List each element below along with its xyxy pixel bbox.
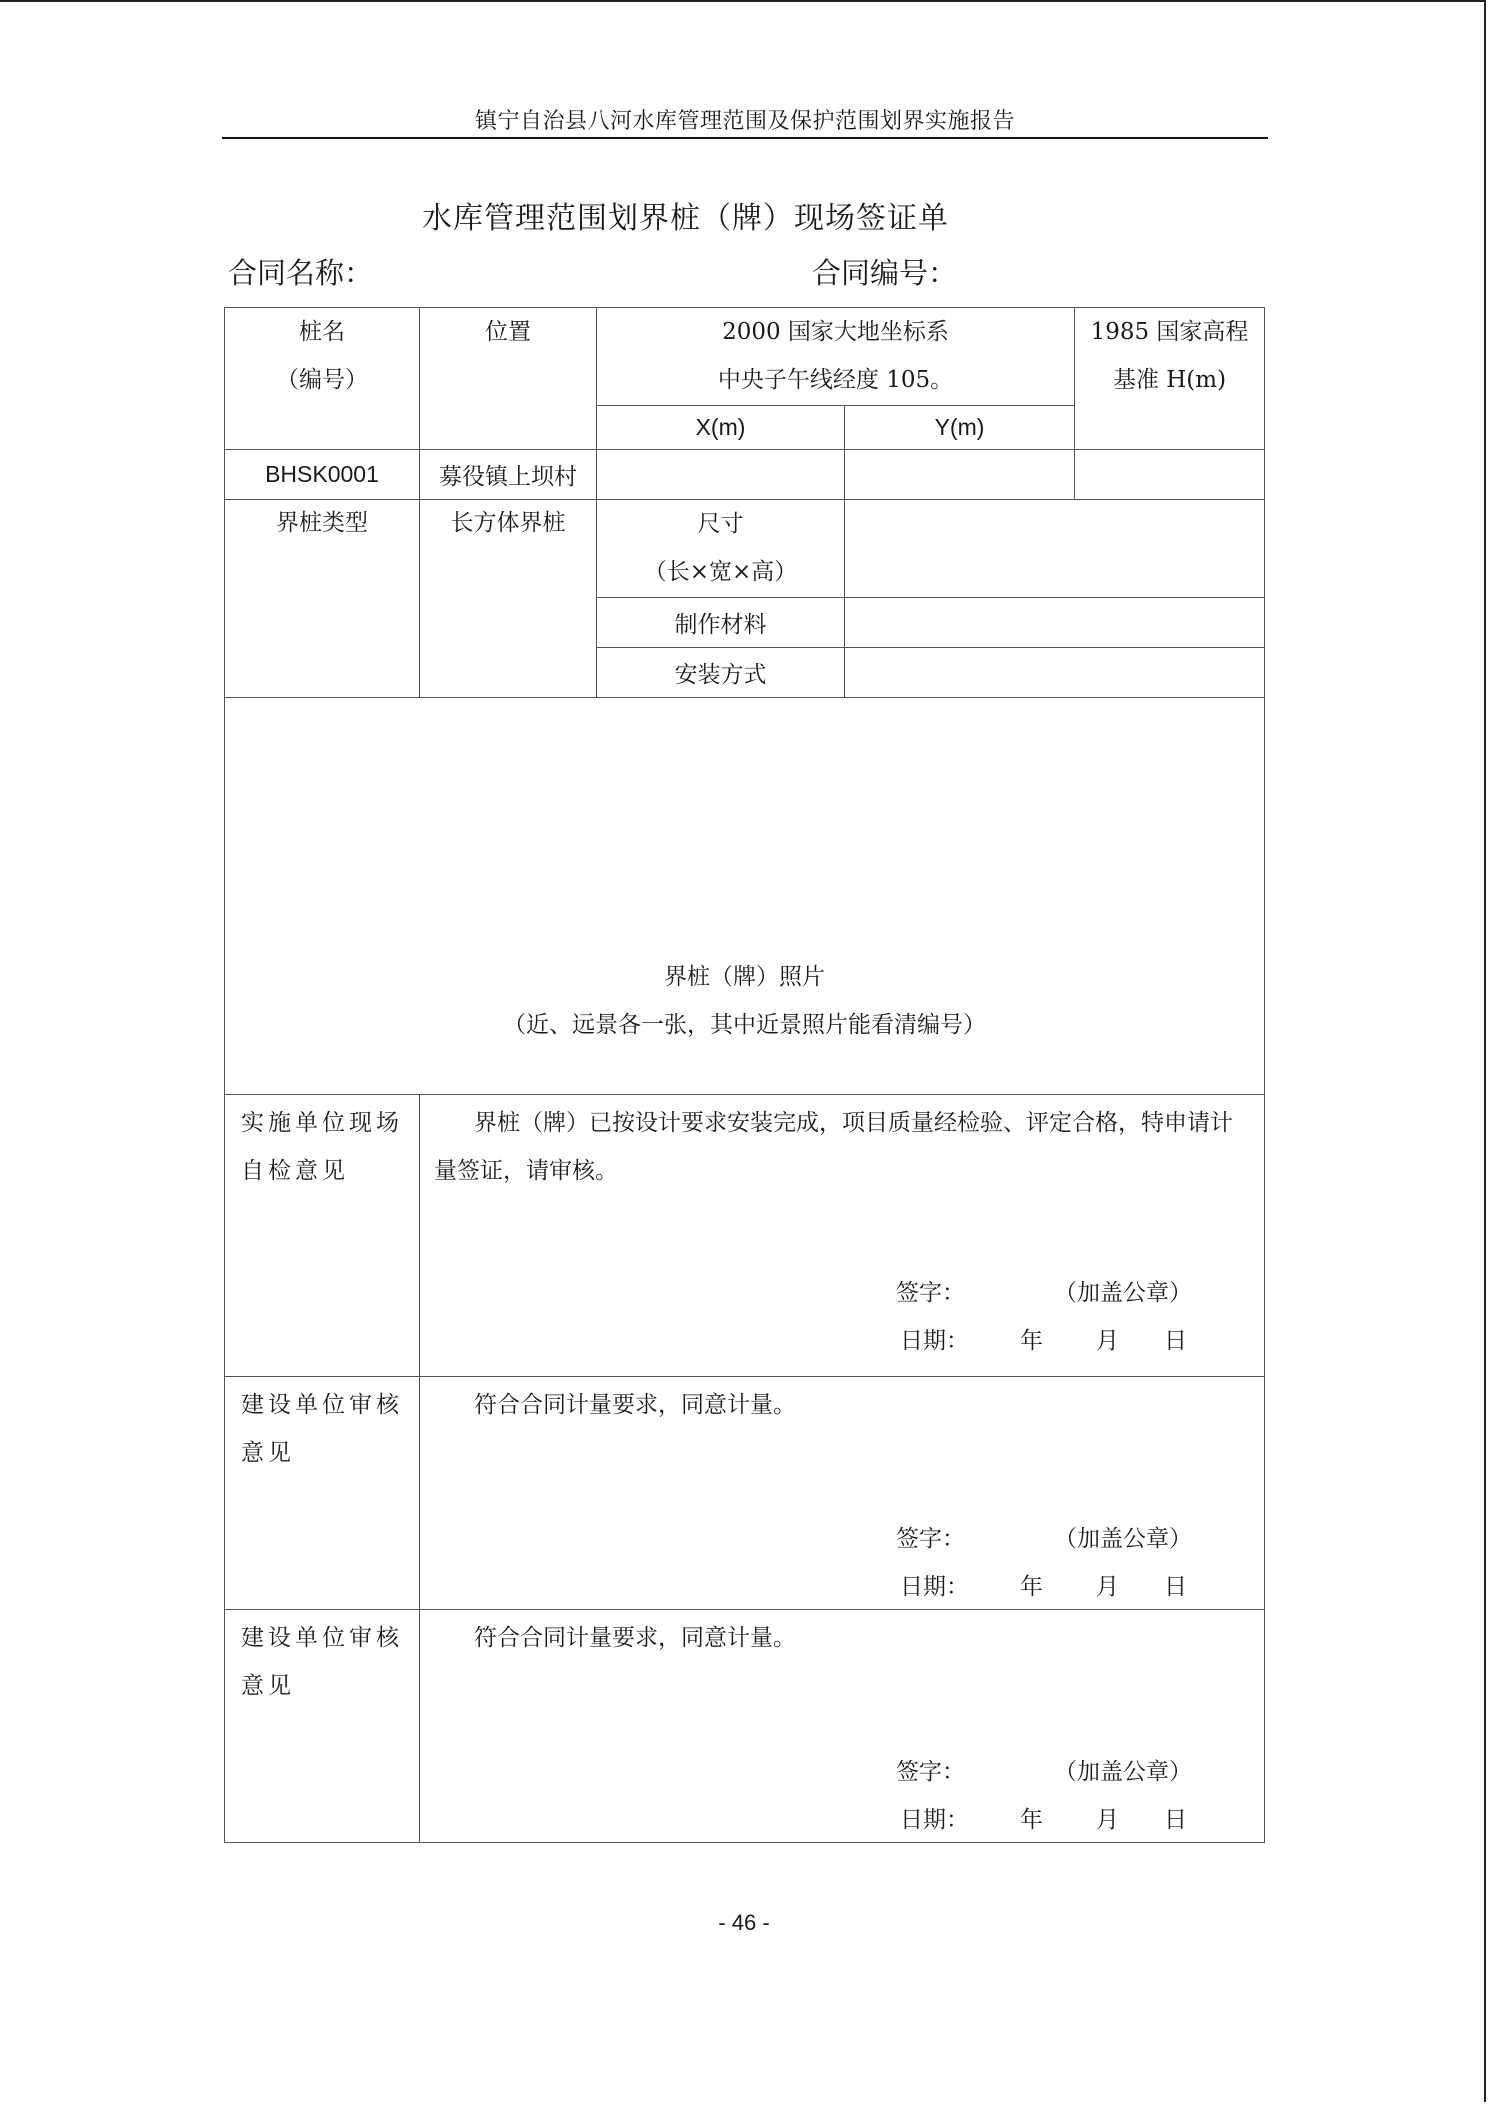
size-label-line2: （长×宽×高）: [643, 559, 798, 585]
stake-y-cell[interactable]: [845, 450, 1075, 500]
material-value-cell[interactable]: [845, 598, 1265, 648]
date-month: 月: [1096, 1807, 1119, 1833]
header-stake-name-line2: （编号）: [276, 367, 368, 393]
seal-note: （加盖公章）: [1054, 1759, 1192, 1785]
form-title: 水库管理范围划界桩（牌）现场签证单: [422, 201, 949, 236]
header-position: [420, 308, 597, 450]
self-check-opinion-cell[interactable]: [420, 1095, 1265, 1377]
elevation-line2: 基准 H(m): [1112, 367, 1227, 393]
date-month: 月: [1096, 1574, 1119, 1600]
signature-label: 签字：: [896, 1526, 965, 1552]
photo-instruction: （近、远景各一张，其中近景照片能看清编号）: [503, 1012, 986, 1038]
field-visa-table: [224, 307, 1265, 1843]
header-x: X(m): [597, 406, 845, 450]
owner-review-opinion-cell-1[interactable]: [420, 1377, 1265, 1610]
signature-label: 签字：: [896, 1280, 965, 1306]
material-label-cell: 制作材料: [597, 598, 845, 648]
seal-note: （加盖公章）: [1054, 1280, 1192, 1306]
date-year: 年: [1020, 1328, 1043, 1354]
header-stake-name: [225, 308, 420, 450]
owner-review-opinion-text-1: 符合合同计量要求，同意计量。: [474, 1392, 796, 1418]
header-y: Y(m): [845, 406, 1075, 450]
coord-system-line1: 2000 国家大地坐标系: [722, 319, 949, 345]
size-label-cell: [597, 500, 845, 598]
date-day: 日: [1164, 1807, 1187, 1833]
seal-note: （加盖公章）: [1054, 1526, 1192, 1552]
coord-system-line2: 中央子午线经度 105。: [717, 367, 954, 393]
running-header: 镇宁自治县八河水库管理范围及保护范围划界实施报告: [474, 109, 1015, 134]
self-check-opinion-text: 界桩（牌）已按设计要求安装完成，项目质量经检验、评定合格，特申请计量签证，请审核。: [434, 1110, 1233, 1184]
stake-type-label-text: 界桩类型: [276, 509, 368, 536]
date-day: 日: [1164, 1574, 1187, 1600]
stake-h-cell[interactable]: [1075, 450, 1265, 500]
owner-review-opinion-cell-2[interactable]: [420, 1610, 1265, 1843]
header-stake-name-line1: 桩名: [299, 319, 345, 345]
self-check-opinion-label: 实施单位现场自检意见: [225, 1095, 420, 1377]
date-label: 日期：: [900, 1574, 969, 1600]
header-position-label: 位置: [485, 319, 531, 345]
contract-number-label: 合同编号：: [812, 256, 958, 290]
stake-type-value: [420, 500, 597, 698]
size-label-line1: 尺寸: [697, 511, 744, 537]
stake-id-cell: BHSK0001: [225, 450, 420, 500]
elevation-line1: 1985 国家高程: [1090, 319, 1249, 345]
signature-label: 签字：: [896, 1759, 965, 1785]
stake-type-value-text: 长方体界桩: [450, 509, 566, 536]
owner-review-opinion-label-2: 建设单位审核意见: [225, 1610, 420, 1843]
photo-area[interactable]: [225, 698, 1265, 1095]
header-rule: [222, 137, 1268, 139]
photo-caption: 界桩（牌）照片: [664, 964, 825, 990]
date-label: 日期：: [900, 1328, 969, 1354]
size-value-cell[interactable]: [845, 500, 1265, 598]
install-value-cell[interactable]: [845, 648, 1265, 698]
date-year: 年: [1020, 1807, 1043, 1833]
stake-x-cell[interactable]: [597, 450, 845, 500]
date-day: 日: [1164, 1328, 1187, 1354]
contract-name-label: 合同名称：: [228, 256, 374, 290]
owner-review-opinion-label-1: 建设单位审核意见: [225, 1377, 420, 1610]
header-coordinate-system: [597, 308, 1075, 406]
install-label-cell: 安装方式: [597, 648, 845, 698]
date-label: 日期：: [900, 1807, 969, 1833]
date-year: 年: [1020, 1574, 1043, 1600]
owner-review-opinion-text-2: 符合合同计量要求，同意计量。: [474, 1625, 796, 1651]
date-month: 月: [1096, 1328, 1119, 1354]
stake-location-cell: 募役镇上坝村: [420, 450, 597, 500]
page-number: - 46 -: [718, 1910, 770, 1935]
stake-type-label: [225, 500, 420, 698]
header-elevation: [1075, 308, 1265, 450]
